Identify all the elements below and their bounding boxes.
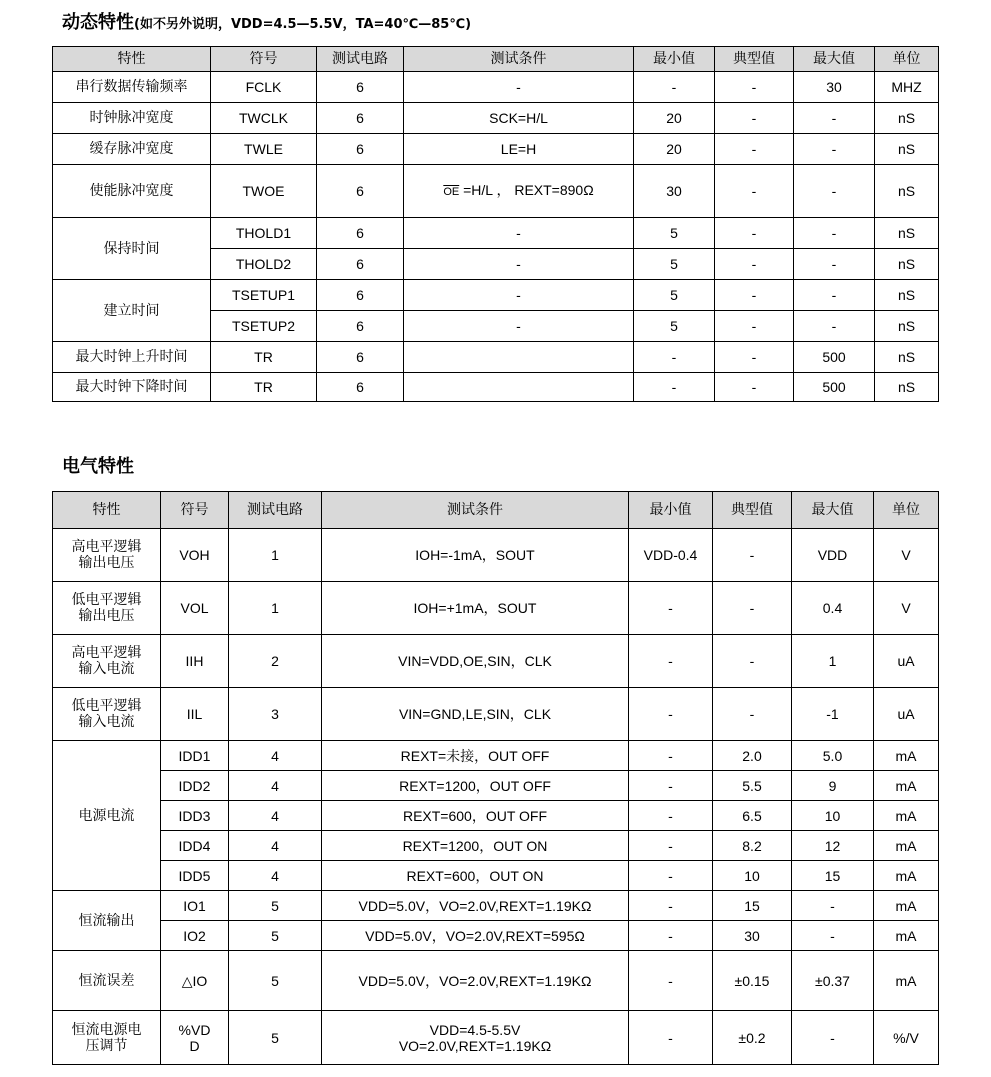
cell-symbol: IDD5 [161,861,229,891]
cell-max: 500 [794,342,875,373]
cell-min: - [629,1011,713,1065]
cell-min: - [629,831,713,861]
cell-min: - [629,635,713,688]
cell-name: 建立时间 [53,280,211,342]
cell-circuit: 6 [317,249,404,280]
cell-symbol: FCLK [211,72,317,103]
cell-circuit: 6 [317,280,404,311]
cell-name [53,688,161,741]
cell-condition: VIN=GND,LE,SIN，CLK [322,688,629,741]
cell-unit: mA [874,741,939,771]
header-cell: 测试电路 [229,492,322,529]
cell-min: 5 [634,280,715,311]
cell-typ: 15 [713,891,792,921]
cell-symbol: IDD2 [161,771,229,801]
cell-name: 恒流误差 [53,951,161,1011]
cell-unit: V [874,529,939,582]
cell-circuit: 6 [317,373,404,402]
cell-circuit: 6 [317,72,404,103]
cell-symbol: TWLE [211,134,317,165]
cell-min: - [634,72,715,103]
cell-circuit: 6 [317,165,404,218]
cell-name: 缓存脉冲宽度 [53,134,211,165]
cell-circuit: 4 [229,861,322,891]
header-cell: 最小值 [634,47,715,72]
cell-symbol: TWCLK [211,103,317,134]
cell-max: 0.4 [792,582,874,635]
electrical-characteristics-table [52,491,939,1065]
header-cell: 测试电路 [317,47,404,72]
cell-condition: - [404,311,634,342]
cell-unit: nS [875,218,939,249]
header-cell: 最大值 [794,47,875,72]
cell-typ: 10 [713,861,792,891]
cell-min: 20 [634,103,715,134]
cell-condition [404,342,634,373]
cell-name: 最大时钟上升时间 [53,342,211,373]
table-row [53,891,939,921]
table-row [53,165,939,218]
cell-condition: - [404,218,634,249]
cell-symbol: VOL [161,582,229,635]
title-main: 动态特性 [62,12,134,33]
cell-unit: nS [875,342,939,373]
cell-symbol: TSETUP1 [211,280,317,311]
cell-name: 恒流输出 [53,891,161,951]
cell-circuit: 4 [229,801,322,831]
cell-typ: - [715,280,794,311]
cell-symbol: THOLD1 [211,218,317,249]
cell-circuit: 4 [229,741,322,771]
name-line-2: 输出电压 [78,608,135,624]
cell-typ: 8.2 [713,831,792,861]
table-row [53,861,939,891]
table-row [53,529,939,582]
cell-min: 5 [634,249,715,280]
cell-symbol: THOLD2 [211,249,317,280]
cell-circuit: 1 [229,582,322,635]
table-row [53,134,939,165]
symbol-line-2: D [189,1037,200,1054]
cell-unit: mA [874,831,939,861]
cell-unit: nS [875,103,939,134]
cell-symbol: TWOE [211,165,317,218]
cell-typ: - [715,218,794,249]
header-cell: 最小值 [629,492,713,529]
cell-typ: - [715,249,794,280]
header-cell: 测试条件 [404,47,634,72]
cell-max: - [794,103,875,134]
header-cell: 典型值 [713,492,792,529]
table-header-row [53,492,939,529]
name-line-1: 高电平逻辑 [71,539,142,555]
cell-min: 5 [634,218,715,249]
cell-unit: mA [874,861,939,891]
section-title-dynamic [62,8,471,34]
cell-name [53,582,161,635]
cell-max: - [794,165,875,218]
cell-min: VDD-0.4 [629,529,713,582]
cell-circuit: 5 [229,891,322,921]
table-row [53,280,939,311]
cell-circuit: 5 [229,921,322,951]
header-cell: 单位 [875,47,939,72]
cell-typ: - [713,582,792,635]
table-row [53,688,939,741]
cell-circuit: 6 [317,311,404,342]
table-row [53,103,939,134]
cell-typ: - [715,72,794,103]
header-cell: 测试条件 [322,492,629,529]
cell-max: 500 [794,373,875,402]
cell-unit: MHZ [875,72,939,103]
cell-max: - [794,134,875,165]
cell-typ: 2.0 [713,741,792,771]
cell-unit: nS [875,311,939,342]
cell-circuit: 3 [229,688,322,741]
table-row [53,72,939,103]
header-cell: 特性 [53,492,161,529]
oe-overline-label: $\overline{OE}$ [443,186,460,198]
cell-typ: - [715,373,794,402]
cell-condition [404,165,634,218]
cell-condition [322,1011,629,1065]
cell-typ: - [715,165,794,218]
cell-max: 5.0 [792,741,874,771]
cell-min: - [629,861,713,891]
cell-typ: - [715,103,794,134]
cell-circuit: 5 [229,1011,322,1065]
header-cell: 符号 [211,47,317,72]
cell-condition: IOH=+1mA，SOUT [322,582,629,635]
table-row [53,831,939,861]
condition-line-1: VDD=4.5-5.5V [429,1021,521,1038]
table-row [53,771,939,801]
cell-max: ±0.37 [792,951,874,1011]
cell-symbol: IIH [161,635,229,688]
name-line-1: 低电平逻辑 [71,698,142,714]
cell-min: 30 [634,165,715,218]
cell-condition: VIN=VDD,OE,SIN，CLK [322,635,629,688]
table-row [53,921,939,951]
cell-name: 时钟脉冲宽度 [53,103,211,134]
header-cell: 符号 [161,492,229,529]
cell-circuit: 6 [317,134,404,165]
cell-unit: uA [874,635,939,688]
cell-circuit: 2 [229,635,322,688]
cell-symbol: IDD3 [161,801,229,831]
cell-max: - [792,891,874,921]
table-row [53,218,939,249]
cell-typ: - [713,635,792,688]
cell-max: - [794,249,875,280]
cell-condition [404,373,634,402]
name-line-1: 低电平逻辑 [71,592,142,608]
cell-min: - [629,801,713,831]
cell-symbol: TSETUP2 [211,311,317,342]
cell-min: - [634,373,715,402]
cell-name [53,529,161,582]
cell-circuit: 5 [229,951,322,1011]
cell-min: - [629,921,713,951]
cell-name [53,1011,161,1065]
cell-max: - [794,218,875,249]
cell-unit: nS [875,134,939,165]
cell-condition: REXT=600，OUT OFF [322,801,629,831]
cell-max: - [794,311,875,342]
dynamic-characteristics-table [52,46,939,402]
name-line-2: 输出电压 [78,555,135,571]
cell-unit: V [874,582,939,635]
title-subtitle: (如不另外说明，VDD=4.5—5.5V，TA=40℃—85℃) [134,17,472,32]
table-row [53,342,939,373]
table-row [53,951,939,1011]
cell-name: 保持时间 [53,218,211,280]
cell-condition: REXT=1200，OUT OFF [322,771,629,801]
cell-name [53,635,161,688]
cell-min: - [629,741,713,771]
cell-symbol [161,1011,229,1065]
cell-condition: - [404,249,634,280]
cell-typ: 5.5 [713,771,792,801]
cell-unit: mA [874,801,939,831]
header-cell: 最大值 [792,492,874,529]
cell-circuit: 6 [317,103,404,134]
cell-circuit: 6 [317,218,404,249]
cell-typ: - [713,688,792,741]
cell-unit: mA [874,951,939,1011]
table-row [53,635,939,688]
cell-max: 10 [792,801,874,831]
header-cell: 典型值 [715,47,794,72]
cell-typ: 30 [713,921,792,951]
cell-unit: nS [875,373,939,402]
cell-name: 使能脉冲宽度 [53,165,211,218]
cell-max: 30 [794,72,875,103]
cell-symbol: IDD4 [161,831,229,861]
cell-symbol: △IO [161,951,229,1011]
name-line-1: 恒流电源电 [71,1021,142,1038]
name-line-2: 压调节 [85,1037,128,1054]
cell-condition: SCK=H/L [404,103,634,134]
cell-condition: - [404,72,634,103]
cell-symbol: VOH [161,529,229,582]
condition-text: =H/L ， REXT=890Ω [459,182,594,198]
cell-condition: VDD=5.0V，VO=2.0V,REXT=1.19KΩ [322,951,629,1011]
cell-unit: mA [874,771,939,801]
section-title-electrical [62,452,134,478]
cell-typ: - [715,134,794,165]
cell-condition: REXT=未接，OUT OFF [322,741,629,771]
cell-max: VDD [792,529,874,582]
table-row [53,741,939,771]
cell-condition: REXT=600，OUT ON [322,861,629,891]
cell-typ: - [715,311,794,342]
cell-max: -1 [792,688,874,741]
cell-symbol: IO1 [161,891,229,921]
cell-min: - [629,771,713,801]
cell-symbol: IDD1 [161,741,229,771]
cell-max: 12 [792,831,874,861]
cell-unit: nS [875,165,939,218]
cell-min: - [629,688,713,741]
header-cell: 特性 [53,47,211,72]
name-line-2: 输入电流 [78,714,135,730]
cell-min: - [629,582,713,635]
cell-condition: REXT=1200，OUT ON [322,831,629,861]
cell-circuit: 4 [229,831,322,861]
cell-condition: - [404,280,634,311]
cell-typ: ±0.2 [713,1011,792,1065]
cell-unit: mA [874,921,939,951]
cell-typ: 6.5 [713,801,792,831]
table-row [53,582,939,635]
cell-condition: LE=H [404,134,634,165]
cell-min: - [634,342,715,373]
cell-min: 20 [634,134,715,165]
cell-symbol: TR [211,373,317,402]
cell-symbol: IIL [161,688,229,741]
name-line-2: 输入电流 [78,661,135,677]
table-row [53,1011,939,1065]
cell-max: - [792,1011,874,1065]
cell-typ: - [715,342,794,373]
cell-condition: VDD=5.0V，VO=2.0V,REXT=1.19KΩ [322,891,629,921]
table-row [53,801,939,831]
cell-condition: VDD=5.0V，VO=2.0V,REXT=595Ω [322,921,629,951]
cell-max: 9 [792,771,874,801]
cell-unit: nS [875,249,939,280]
cell-max: - [794,280,875,311]
cell-symbol: TR [211,342,317,373]
cell-min: 5 [634,311,715,342]
cell-condition: IOH=-1mA，SOUT [322,529,629,582]
cell-typ: ±0.15 [713,951,792,1011]
title-main: 电气特性 [62,456,134,477]
cell-circuit: 6 [317,342,404,373]
cell-unit: nS [875,280,939,311]
cell-min: - [629,951,713,1011]
cell-circuit: 1 [229,529,322,582]
cell-name: 最大时钟下降时间 [53,373,211,402]
cell-max: 1 [792,635,874,688]
condition-line-2: VO=2.0V,REXT=1.19KΩ [398,1037,552,1054]
table-row [53,373,939,402]
cell-unit: %/V [874,1011,939,1065]
cell-name: 串行数据传输频率 [53,72,211,103]
cell-unit: uA [874,688,939,741]
cell-max: - [792,921,874,951]
cell-name: 电源电流 [53,741,161,891]
cell-unit: mA [874,891,939,921]
cell-typ: - [713,529,792,582]
cell-min: - [629,891,713,921]
symbol-line-1: %VD [178,1021,211,1038]
cell-circuit: 4 [229,771,322,801]
name-line-1: 高电平逻辑 [71,645,142,661]
cell-max: 15 [792,861,874,891]
table-header-row [53,47,939,72]
cell-symbol: IO2 [161,921,229,951]
header-cell: 单位 [874,492,939,529]
